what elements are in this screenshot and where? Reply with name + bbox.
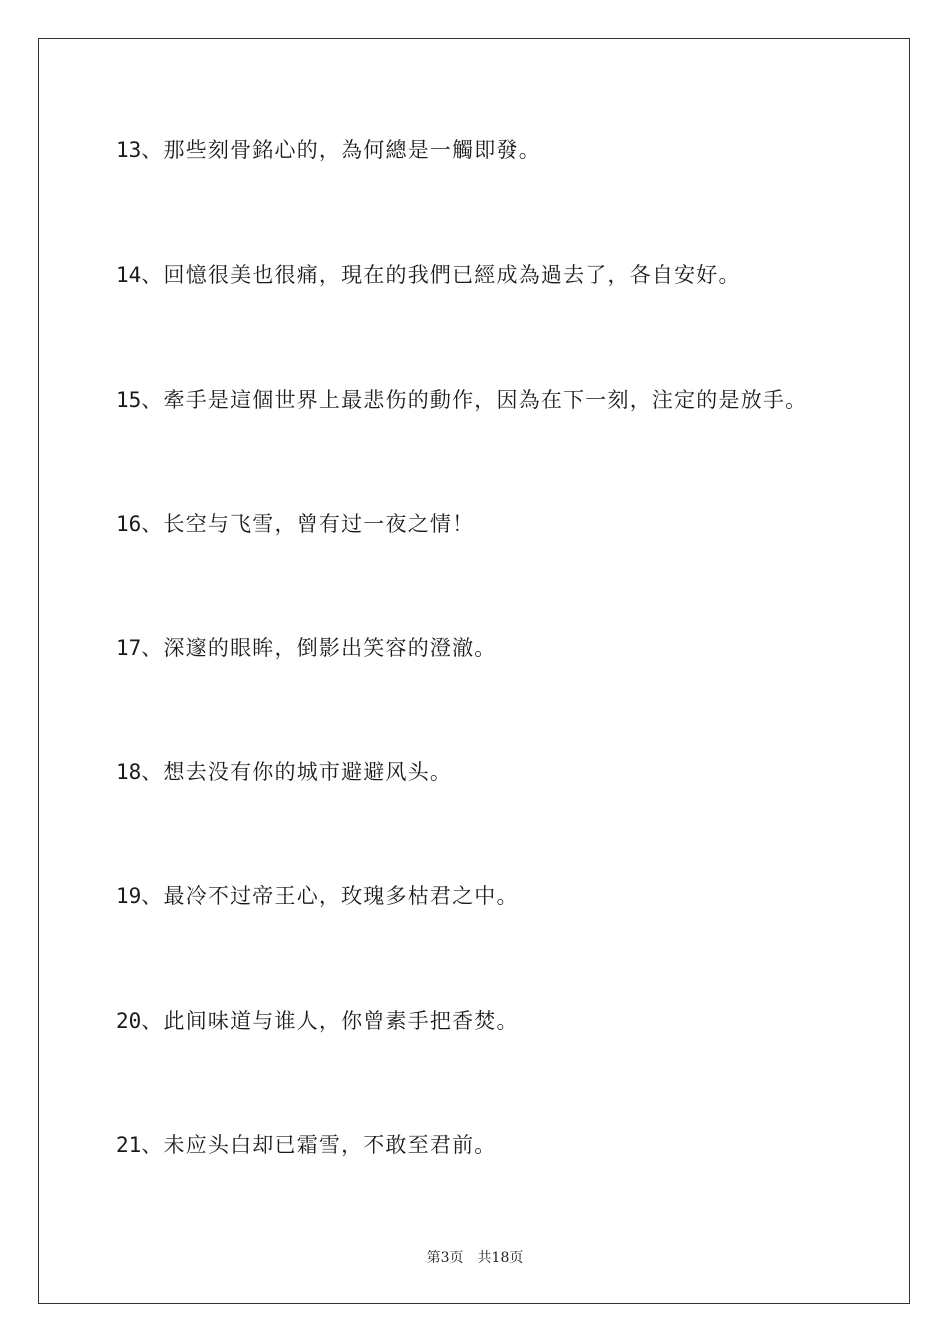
list-item — [116, 1006, 519, 1036]
page-number: 第3页 — [426, 1250, 464, 1266]
entry-text: 、长空与飞雪，曾有过一夜之情！ — [141, 512, 475, 536]
list-item — [116, 881, 519, 911]
entry-text: 、未应头白却已霜雪，不敢至君前。 — [141, 1133, 497, 1157]
entry-text: 、回憶很美也很痛，現在的我們已經成為過去了，各自安好。 — [141, 263, 741, 287]
entry-text: 、深邃的眼眸，倒影出笑容的澄澈。 — [141, 636, 497, 660]
page-total: 共18页 — [477, 1250, 524, 1266]
list-item — [116, 633, 497, 663]
list-item — [116, 385, 807, 415]
list-item — [116, 135, 541, 165]
entry-number: 13 — [116, 138, 142, 162]
entry-text: 、那些刻骨銘心的，為何總是一觸即發。 — [141, 138, 541, 162]
entry-number: 18 — [116, 760, 142, 784]
entry-number: 19 — [116, 884, 142, 908]
entry-number: 17 — [116, 636, 142, 660]
entry-text: 、此间味道与谁人，你曾素手把香焚。 — [141, 1009, 519, 1033]
page-footer — [0, 1247, 950, 1267]
list-item — [116, 260, 741, 290]
entry-number: 15 — [116, 388, 142, 412]
entry-number: 14 — [116, 263, 142, 287]
entry-number: 16 — [116, 512, 142, 536]
entry-number: 20 — [116, 1009, 142, 1033]
list-item — [116, 509, 474, 539]
entry-text: 、牽手是這個世界上最悲伤的動作，因為在下一刻，注定的是放手。 — [141, 388, 808, 412]
entry-number: 21 — [116, 1133, 142, 1157]
list-item — [116, 1130, 497, 1160]
entry-text: 、最冷不过帝王心，玫瑰多枯君之中。 — [141, 884, 519, 908]
page-border — [38, 38, 910, 1304]
list-item — [116, 757, 452, 787]
entry-text: 、想去没有你的城市避避风头。 — [141, 760, 453, 784]
